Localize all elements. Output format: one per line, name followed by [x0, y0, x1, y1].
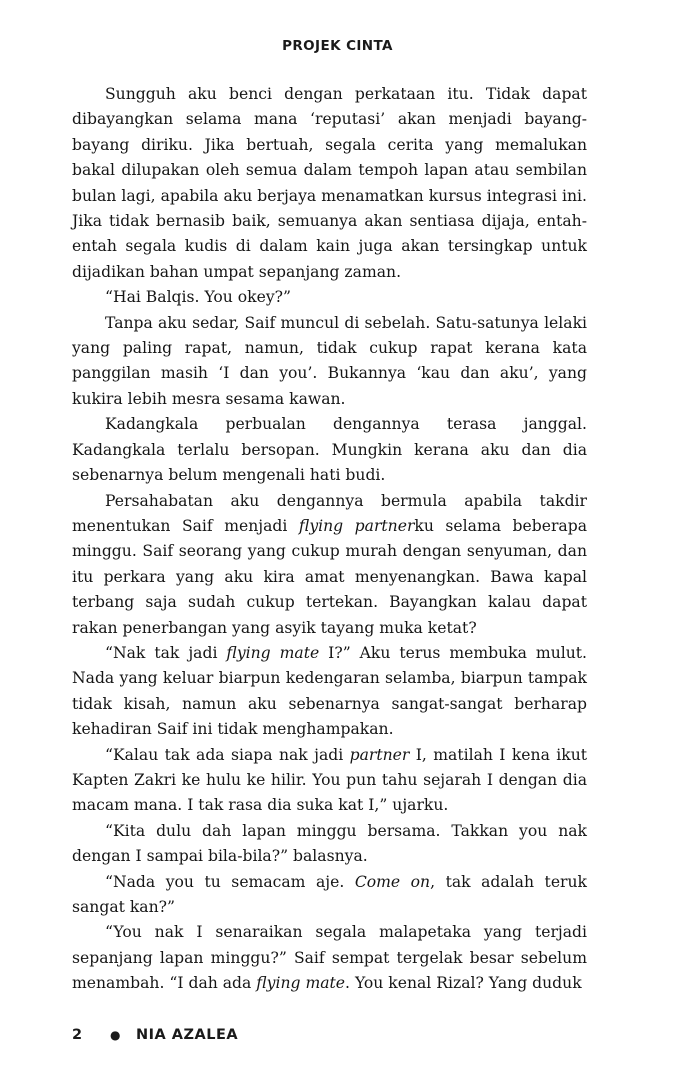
- italic-phrase: flying mate: [226, 643, 320, 662]
- text-run: I, matilah I kena ikut Kapten Zakri ke hulu ke hilir. You pun tahu sejarah I dengan dia macam mana. I tak rasa dia suka kat I,” ujarku.: [72, 745, 587, 815]
- italic-phrase: partner: [349, 745, 410, 764]
- text-run: Tanpa aku sedar, Saif muncul di sebelah. Satu-satunya lelaki yang paling rapat, namun, tidak cukup rapat kerana kata panggilan masih ‘I dan you’. Bukannya ‘kau dan aku’, yang kukira lebih mesra sesama kawan.: [72, 313, 587, 408]
- text-run: “Nada you tu semacam aje.: [105, 872, 355, 891]
- text-run: “You nak I senaraikan segala malapetaka yang terjadi sepanjang lapan minggu?” Saif sempat tergelak besar sebelum menambah. “I dah ada: [72, 923, 587, 993]
- paragraph: [72, 743, 587, 819]
- text-run: Sungguh aku benci dengan perkataan itu. Tidak dapat dibayangkan selama mana ‘reputasi’ akan menjadi bayang-bayang diriku. Jika bertuah, segala cerita yang memalukan bakal dilupakan oleh semua dalam tempoh lapan atau sembilan bulan lagi, apabila aku berjaya menamatkan kursus integrasi ini. Jika tidak bernasib baik, semuanya akan sentiasa dijaja, entah-entah segala kudis di dalam kain juga akan tersingkap untuk dijadikan bahan umpat sepanjang zaman.: [72, 85, 587, 281]
- paragraph: [72, 412, 587, 488]
- italic-phrase: flying mate: [256, 974, 346, 993]
- paragraph: [72, 641, 587, 743]
- text-run: I?” Aku terus membuka mulut. Nada yang keluar biarpun kedengaran selamba, biarpun tampak tidak kisah, namun aku sebenarnya sangat-sangat berharap kehadiran Saif ini tidak menghampakan.: [72, 643, 587, 739]
- paragraph: [72, 489, 587, 641]
- paragraph: [72, 311, 587, 413]
- page-number: 2: [72, 1027, 83, 1043]
- running-header: PROJEK CINTA: [282, 38, 393, 54]
- text-run: Persahabatan aku dengannya bermula apabila takdir menentukan Saif menjadi: [72, 491, 587, 535]
- text-run: , tak adalah teruk sangat kan?”: [72, 872, 587, 916]
- paragraph: [72, 870, 587, 921]
- text-run: “Hai Balqis. You okey?”: [105, 288, 291, 307]
- text-run: . You kenal Rizal? Yang duduk: [345, 974, 582, 993]
- bullet-icon: ●: [110, 1028, 121, 1042]
- author-name: NIA AZALEA: [136, 1027, 239, 1043]
- italic-phrase: Come on: [354, 872, 431, 891]
- text-run: “Kalau tak ada siapa nak jadi: [105, 745, 350, 764]
- body-text: [72, 82, 587, 997]
- paragraph: [72, 82, 587, 285]
- page-footer: [72, 1027, 238, 1043]
- text-run: ku selama beberapa minggu. Saif seorang yang cukup murah dengan senyuman, dan itu perkara yang aku kira amat menyenangkan. Bawa kapal terbang saja sudah cukup tertekan. Bayangkan kalau dapat rakan penerbangan yang asyik tayang muka ketat?: [72, 516, 588, 637]
- paragraph: [72, 285, 587, 310]
- italic-phrase: flying partner: [298, 516, 415, 535]
- text-run: “Nak tak jadi: [105, 643, 227, 662]
- paragraph: [72, 819, 587, 870]
- text-run: “Kita dulu dah lapan minggu bersama. Takkan you nak dengan I sampai bila-bila?” balasnya.: [72, 821, 587, 866]
- text-run: Kadangkala perbualan dengannya terasa janggal. Kadangkala terlalu bersopan. Mungkin kerana aku dan dia sebenarnya belum mengenali hati budi.: [72, 415, 587, 485]
- paragraph: [72, 920, 587, 996]
